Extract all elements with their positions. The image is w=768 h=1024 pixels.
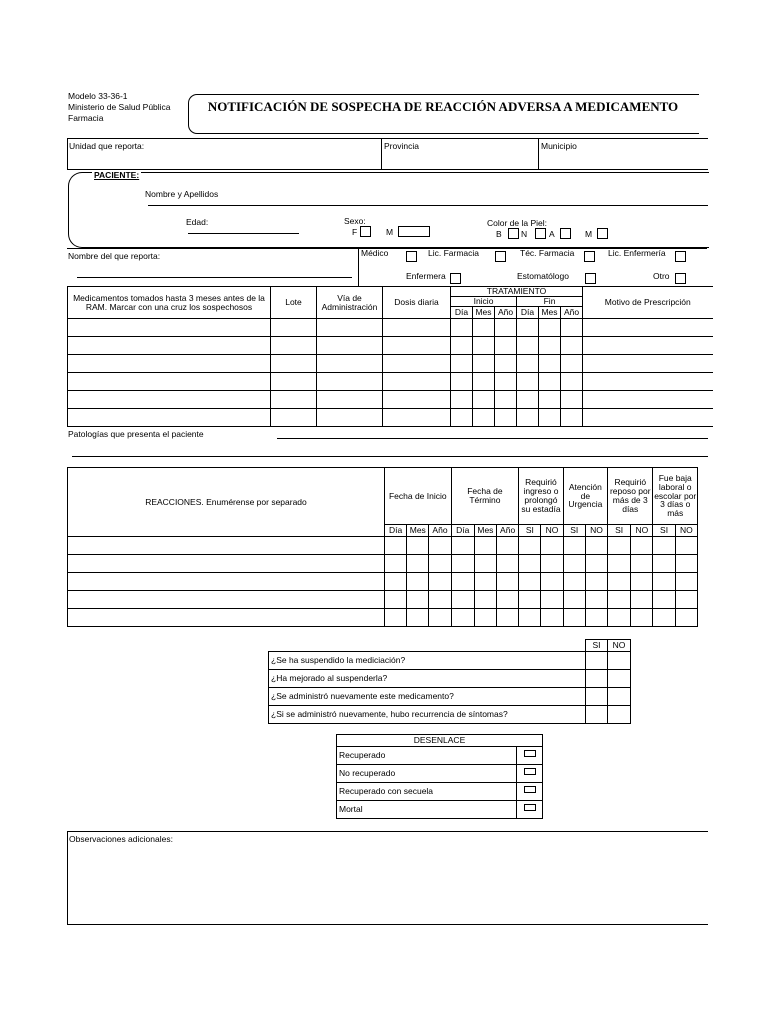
age-field[interactable] (188, 233, 299, 234)
otro-checkbox[interactable] (675, 273, 686, 284)
department-name: Farmacia (68, 113, 104, 123)
outcome-checkbox[interactable] (517, 801, 543, 819)
reaction-inicio-dia: Día (384, 525, 406, 537)
outcome-label: Recuperado (337, 747, 517, 765)
medico-label: Médico (361, 248, 389, 258)
table-row[interactable] (68, 373, 713, 391)
inicio-anio-header: Año (495, 307, 517, 319)
ministry-name: Ministerio de Salud Pública (68, 102, 171, 112)
table-row[interactable] (68, 537, 698, 555)
enfermera-checkbox[interactable] (450, 273, 461, 284)
baja-no: NO (675, 525, 697, 537)
col-urgencia-header: Atención de Urgencia (563, 468, 607, 525)
question-no-cell[interactable] (608, 670, 631, 688)
col-inicio-header: Inicio (451, 297, 517, 307)
lic-enfermeria-checkbox[interactable] (675, 251, 686, 262)
skin-color-label: Color de la Piel: (487, 218, 548, 228)
outcome-checkbox[interactable] (517, 783, 543, 801)
outcome-row (337, 765, 543, 783)
estomatologo-checkbox[interactable] (585, 273, 596, 284)
question-row (269, 706, 631, 724)
observations-field[interactable] (67, 831, 708, 925)
enfermera-label: Enfermera (406, 271, 446, 281)
patient-name-label: Nombre y Apellidos (145, 189, 219, 199)
question-si-cell[interactable] (586, 706, 608, 724)
lic-enfermeria-label: Lic. Enfermería (608, 248, 666, 258)
questions-no-header: NO (608, 640, 631, 652)
table-row[interactable] (68, 555, 698, 573)
observations-label: Observaciones adicionales: (69, 834, 173, 844)
col-tratamiento-header: TRATAMIENTO (451, 287, 583, 297)
reactions-table (67, 467, 698, 627)
urgencia-no: NO (585, 525, 607, 537)
outcome-label: Mortal (337, 801, 517, 819)
col-motivo-header: Motivo de Prescripción (583, 287, 713, 319)
patient-name-field[interactable] (148, 205, 708, 206)
sex-m-label: M (386, 227, 394, 237)
table-row[interactable] (68, 609, 698, 627)
col-baja-header: Fue baja laboral o escolar por 3 días o más (653, 468, 698, 525)
question-no-cell[interactable] (608, 652, 631, 670)
skin-b-label: B (496, 229, 502, 239)
baja-si: SI (653, 525, 675, 537)
table-row[interactable] (68, 591, 698, 609)
estomatologo-label: Estomatólogo (517, 271, 569, 281)
col-reacciones-header: REACCIONES. Enumérense por separado (68, 468, 385, 537)
reaction-inicio-anio: Año (429, 525, 451, 537)
reaction-termino-dia: Día (451, 525, 474, 537)
reposo-si: SI (608, 525, 631, 537)
municipality-label: Municipio (541, 141, 577, 151)
question-text: ¿Se administró nuevamente este medicamento? (269, 688, 586, 706)
col-dosis-header: Dosis diaria (383, 287, 451, 319)
col-reposo-header: Requirió reposo por más de 3 días (608, 468, 653, 525)
reaction-termino-mes: Mes (474, 525, 496, 537)
skin-m-checkbox[interactable] (597, 228, 608, 239)
age-label: Edad: (186, 217, 209, 227)
lic-farmacia-checkbox[interactable] (495, 251, 506, 262)
reporter-name-label: Nombre del que reporta: (68, 251, 161, 261)
tec-farmacia-label: Téc. Farmacia (520, 248, 575, 258)
outcome-table (336, 734, 543, 819)
sex-m-checkbox[interactable] (398, 226, 430, 237)
question-row (269, 670, 631, 688)
col-ingreso-header: Requirió ingreso o prolongó su estadía (519, 468, 563, 525)
reaction-inicio-mes: Mes (407, 525, 429, 537)
table-row[interactable] (68, 319, 713, 337)
outcome-label: No recuperado (337, 765, 517, 783)
unit-label: Unidad que reporta: (69, 141, 145, 151)
medico-checkbox[interactable] (406, 251, 417, 262)
outcome-row (337, 747, 543, 765)
question-row (269, 688, 631, 706)
skin-m-label: M (585, 229, 593, 239)
sex-label: Sexo: (344, 216, 366, 226)
pathologies-field-2[interactable] (72, 456, 708, 457)
fin-mes-header: Mes (539, 307, 561, 319)
skin-n-label: N (521, 229, 528, 239)
sex-f-label: F (352, 227, 358, 237)
reporter-name-field[interactable] (77, 277, 352, 278)
table-row[interactable] (68, 391, 713, 409)
question-text: ¿Se ha suspendido la mediciación? (269, 652, 586, 670)
inicio-mes-header: Mes (473, 307, 495, 319)
inicio-dia-header: Día (451, 307, 473, 319)
skin-b-checkbox[interactable] (508, 228, 519, 239)
skin-a-label: A (549, 229, 555, 239)
questions-table (268, 639, 631, 724)
reaction-termino-anio: Año (497, 525, 519, 537)
pathologies-label: Patologías que presenta el paciente (68, 429, 204, 439)
col-lote-header: Lote (271, 287, 317, 319)
outcome-checkbox[interactable] (517, 747, 543, 765)
question-si-cell[interactable] (586, 688, 608, 706)
table-row[interactable] (68, 337, 713, 355)
question-no-cell[interactable] (608, 688, 631, 706)
patient-section-label: PACIENTE: (94, 170, 140, 180)
skin-n-checkbox[interactable] (535, 228, 546, 239)
ingreso-si: SI (519, 525, 541, 537)
model-code: Modelo 33-36-1 (68, 91, 128, 101)
outcome-label: Recuperado con secuela (337, 783, 517, 801)
question-no-cell[interactable] (608, 706, 631, 724)
outcome-checkbox[interactable] (517, 765, 543, 783)
pathologies-field-1[interactable] (277, 438, 708, 439)
question-text: ¿Si se administró nuevamente, hubo recurrencia de síntomas? (269, 706, 586, 724)
question-si-cell[interactable] (586, 652, 608, 670)
question-si-cell[interactable] (586, 670, 608, 688)
outcome-row (337, 801, 543, 819)
col-fecha-termino-header: Fecha de Término (451, 468, 519, 525)
medications-table (67, 286, 713, 427)
table-row[interactable] (68, 409, 713, 427)
tec-farmacia-checkbox[interactable] (584, 251, 595, 262)
skin-a-checkbox[interactable] (560, 228, 571, 239)
col-fin-header: Fin (517, 297, 583, 307)
province-label: Provincia (384, 141, 419, 151)
ingreso-no: NO (541, 525, 563, 537)
fin-dia-header: Día (517, 307, 539, 319)
col-fecha-inicio-header: Fecha de Inicio (384, 468, 451, 525)
table-row[interactable] (68, 355, 713, 373)
table-row[interactable] (68, 573, 698, 591)
col-via-header: Vía de Administración (317, 287, 383, 319)
lic-farmacia-label: Lic. Farmacia (428, 248, 480, 258)
outcome-row (337, 783, 543, 801)
reposo-no: NO (631, 525, 653, 537)
questions-si-header: SI (586, 640, 608, 652)
outcome-title: DESENLACE (337, 735, 543, 747)
col-medications-header: Medicamentos tomados hasta 3 meses antes de la RAM. Marcar con una cruz los sospechosos (68, 287, 271, 319)
question-row (269, 652, 631, 670)
otro-label: Otro (653, 271, 670, 281)
page-title: NOTIFICACIÓN DE SOSPECHA DE REACCIÓN ADVERSA A MEDICAMENTO (207, 99, 679, 114)
sex-f-checkbox[interactable] (360, 226, 371, 237)
urgencia-si: SI (563, 525, 585, 537)
fin-anio-header: Año (561, 307, 583, 319)
question-text: ¿Ha mejorado al suspenderla? (269, 670, 586, 688)
